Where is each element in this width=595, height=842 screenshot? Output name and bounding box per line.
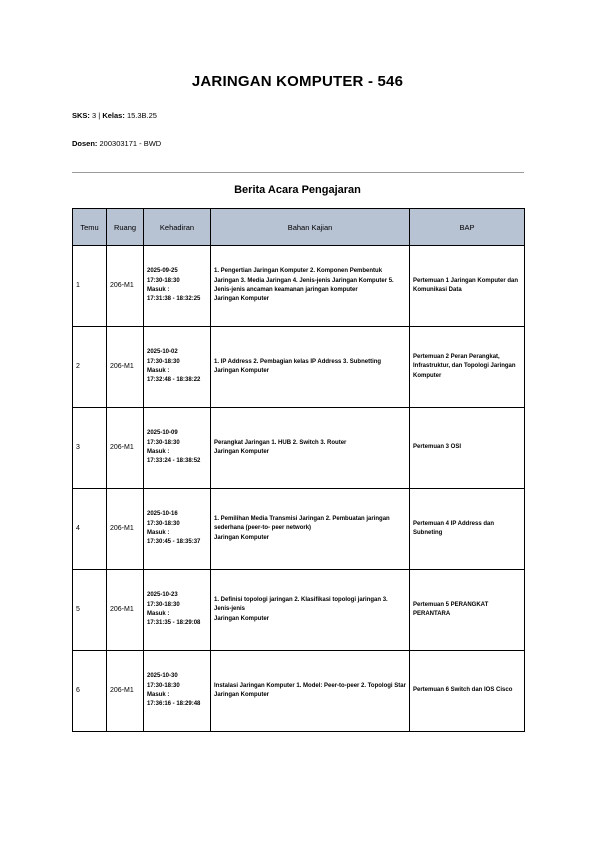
header-ruang: Ruang — [107, 209, 144, 246]
kehadiran-schedule: 17:30-18:30 — [147, 601, 180, 608]
header-bap: BAP — [410, 209, 525, 246]
divider — [72, 172, 524, 173]
cell-temu: 6 — [73, 651, 107, 732]
table-body — [73, 246, 525, 732]
cell-bahan-kajian — [211, 327, 410, 408]
cell-ruang: 206-M1 — [107, 246, 144, 327]
cell-ruang: 206-M1 — [107, 570, 144, 651]
cell-bap: Pertemuan 1 Jaringan Komputer dan Komunikasi Data — [410, 246, 525, 327]
cell-bap: Pertemuan 3 OSI — [410, 408, 525, 489]
kehadiran-time: 17:31:35 - 18:29:08 — [147, 620, 201, 627]
cell-bap: Pertemuan 4 IP Address dan Subneting — [410, 489, 525, 570]
cell-kehadiran — [144, 327, 211, 408]
kajian-text: 1. Pemilihan Media Transmisi Jaringan 2. Pembuatan jaringan sederhana (peer-to- peer network) — [214, 516, 390, 532]
cell-temu: 4 — [73, 489, 107, 570]
section-title: Berita Acara Pengajaran — [234, 184, 361, 196]
table-row — [73, 246, 525, 327]
header-kehadiran: Kehadiran — [144, 209, 211, 246]
sks-value: 3 — [92, 111, 97, 120]
kehadiran-schedule: 17:30-18:30 — [147, 277, 180, 284]
dosen-value: 200303171 - BWD — [99, 139, 162, 148]
sks-label: SKS: — [72, 111, 90, 120]
cell-ruang: 206-M1 — [107, 408, 144, 489]
kehadiran-time: 17:36:16 - 18:29:48 — [147, 701, 201, 708]
kehadiran-status: Masuk : — [147, 530, 170, 536]
header-temu: Temu — [73, 209, 107, 246]
kajian-subject: Jaringan Komputer — [214, 692, 270, 698]
kehadiran-schedule: 17:30-18:30 — [147, 358, 180, 365]
cell-kehadiran — [144, 408, 211, 489]
kelas-label: Kelas: — [102, 111, 125, 120]
kajian-text: 1. IP Address 2. Pembagian kelas IP Address 3. Subnetting — [214, 358, 382, 365]
kehadiran-date: 2025-09-25 — [147, 268, 178, 275]
kajian-text: Perangkat Jaringan 1. HUB 2. Switch 3. Router — [214, 439, 347, 446]
kajian-subject: Jaringan Komputer — [214, 449, 270, 455]
cell-kehadiran — [144, 570, 211, 651]
separator: | — [98, 111, 101, 120]
cell-kehadiran — [144, 651, 211, 732]
kehadiran-status: Masuk : — [147, 449, 170, 455]
kehadiran-time: 17:33:24 - 18:38:52 — [147, 458, 201, 465]
cell-ruang: 206-M1 — [107, 651, 144, 732]
header-bahan-kajian: Bahan Kajian — [211, 209, 410, 246]
cell-ruang: 206-M1 — [107, 327, 144, 408]
kajian-subject: Jaringan Komputer — [214, 615, 270, 622]
table-row — [73, 408, 525, 489]
page-title: JARINGAN KOMPUTER - 546 — [191, 73, 404, 90]
cell-bap: Pertemuan 5 PERANGKAT PERANTARA — [410, 570, 525, 651]
cell-bahan-kajian — [211, 489, 410, 570]
kehadiran-date: 2025-10-02 — [147, 349, 178, 356]
kehadiran-status: Masuk : — [147, 368, 170, 374]
course-info-line — [72, 111, 157, 120]
kehadiran-status: Masuk : — [147, 611, 170, 617]
cell-bahan-kajian — [211, 246, 410, 327]
table-row — [73, 327, 525, 408]
kehadiran-date: 2025-10-30 — [147, 673, 178, 680]
cell-temu: 3 — [73, 408, 107, 489]
kajian-text: 1. Definisi topologi jaringan 2. Klasifikasi topologi jaringan 3. Jenis-jenis — [214, 597, 388, 613]
kajian-text: Instalasi Jaringan Komputer 1. Model: Peer-to-peer 2. Topologi Star — [214, 682, 406, 689]
kelas-value: 15.3B.25 — [126, 111, 157, 120]
kehadiran-status: Masuk : — [147, 287, 170, 293]
kehadiran-date: 2025-10-23 — [147, 592, 178, 599]
lecturer-info-line — [72, 139, 161, 148]
cell-bahan-kajian — [211, 570, 410, 651]
cell-ruang: 206-M1 — [107, 489, 144, 570]
table-header-row — [73, 209, 525, 246]
cell-bahan-kajian — [211, 408, 410, 489]
kajian-text: 1. Pengertian Jaringan Komputer 2. Komponen Pembentuk Jaringan 3. Media Jaringan 4. Jenis-jenis Jaringan Komputer 5. Jenis-jenis ancaman keamanan jaringan komputer — [214, 268, 394, 293]
table-row — [73, 651, 525, 732]
cell-kehadiran — [144, 489, 211, 570]
kehadiran-date: 2025-10-09 — [147, 430, 178, 437]
table-row — [73, 570, 525, 651]
kajian-subject: Jaringan Komputer — [214, 368, 270, 374]
cell-temu: 5 — [73, 570, 107, 651]
kajian-subject: Jaringan Komputer — [214, 296, 270, 303]
kehadiran-status: Masuk : — [147, 692, 170, 698]
kehadiran-time: 17:30:45 - 18:35:37 — [147, 539, 201, 546]
dosen-label: Dosen: — [72, 139, 98, 148]
table-row — [73, 489, 525, 570]
bap-table — [72, 208, 525, 732]
kehadiran-time: 17:31:38 - 18:32:25 — [147, 296, 201, 303]
kehadiran-schedule: 17:30-18:30 — [147, 439, 180, 446]
cell-bap: Pertemuan 6 Switch dan IOS Cisco — [410, 651, 525, 732]
kajian-subject: Jaringan Komputer — [214, 534, 270, 541]
cell-temu: 1 — [73, 246, 107, 327]
kehadiran-date: 2025-10-16 — [147, 511, 178, 518]
cell-bap: Pertemuan 2 Peran Perangkat, Infrastruktur, dan Topologi Jaringan Komputer — [410, 327, 525, 408]
kehadiran-schedule: 17:30-18:30 — [147, 520, 180, 527]
kehadiran-time: 17:32:48 - 18:38:22 — [147, 377, 201, 384]
cell-temu: 2 — [73, 327, 107, 408]
kehadiran-schedule: 17:30-18:30 — [147, 682, 180, 689]
cell-kehadiran — [144, 246, 211, 327]
cell-bahan-kajian — [211, 651, 410, 732]
